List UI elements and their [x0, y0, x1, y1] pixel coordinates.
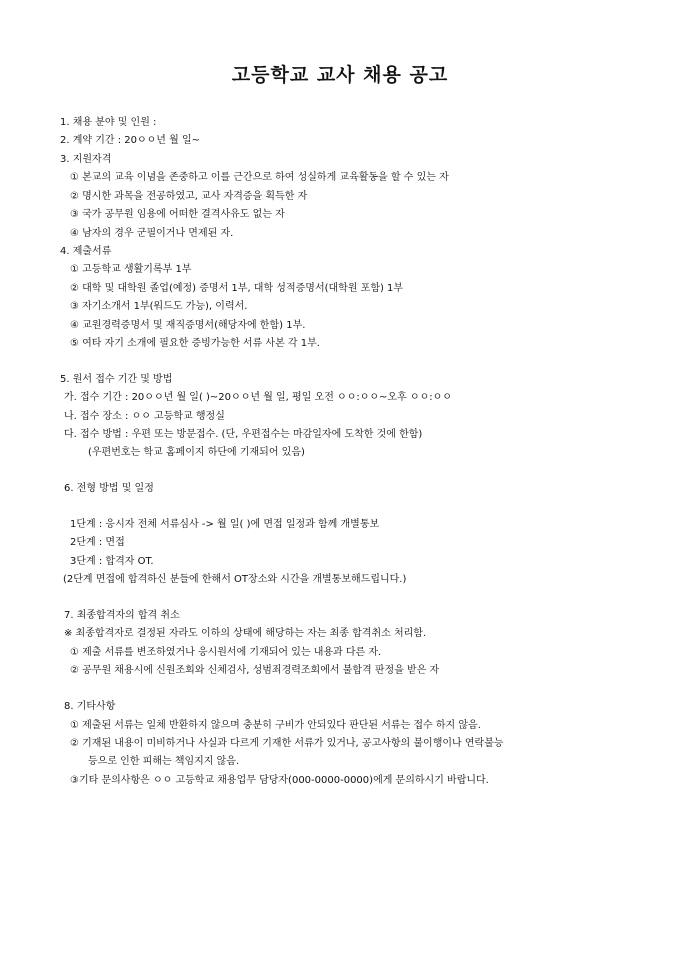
list-item: ① 제출된 서류는 일체 반환하지 않으며 충분히 구비가 안되있다 판단된 서류는 접수 하지 않음. [70, 720, 481, 731]
list-item: ③ 국가 공무원 임용에 어떠한 결격사유도 없는 자 [70, 209, 285, 220]
list-item-note: (2단계 면접에 합격하신 분들에 한해서 OT장소와 시간을 개별통보해드립니다.) [63, 574, 407, 585]
section-1-heading: 1. 채용 분야 및 인원 : [60, 117, 157, 128]
section-3-heading: 3. 지원자격 [60, 154, 112, 165]
list-item: 가. 접수 기간 : 20ㅇㅇ년 월 일( )~20ㅇㅇ년 월 일, 평일 오전 ㅇㅇ:ㅇㅇ~오후 ㅇㅇ:ㅇㅇ [64, 392, 452, 403]
list-item: 다. 접수 방법 : 우편 또는 방문접수. (단, 우편접수는 마감일자에 도착한 것에 한함) [64, 429, 423, 440]
list-item-note: ※ 최종합격자로 결정된 자라도 이하의 상태에 해당하는 자는 최종 합격취소 처리함. [64, 628, 427, 639]
list-item: ② 기재된 내용이 미비하거나 사실과 다르게 기재한 서류가 있거나, 공고사항의 불이행이나 연락불능 [70, 738, 504, 749]
section-2-heading: 2. 계약 기간 : 20ㅇㅇ년 월 일~ [60, 135, 201, 146]
list-item: 나. 접수 장소 : ㅇㅇ 고등학교 행정실 [64, 411, 225, 422]
list-item: ① 제출 서류를 변조하였거나 응시원서에 기재되어 있는 내용과 다른 자. [70, 647, 382, 658]
list-item: ① 본교의 교육 이념을 존중하고 이를 근간으로 하여 성실하게 교육활동을 할 수 있는 자 [70, 172, 449, 183]
section-4-heading: 4. 제출서류 [60, 246, 112, 257]
list-item: ③ 자기소개서 1부(워드도 가능), 이력서. [70, 301, 248, 312]
list-item-continuation: 등으로 인한 피해는 책임지지 않음. [88, 756, 240, 767]
section-8-heading: 8. 기타사항 [64, 701, 116, 712]
list-item: ④ 남자의 경우 군필이거나 면제된 자. [70, 228, 234, 239]
list-item: ② 대학 및 대학원 졸업(예정) 증명서 1부, 대학 성적증명서(대학원 포함) 1부 [70, 283, 404, 294]
list-item: ③기타 문의사항은 ㅇㅇ 고등학교 채용업무 담당자(000-0000-0000)에게 문의하시기 바랍니다. [70, 775, 489, 786]
list-item: ② 공무원 채용시에 신원조회와 신체검사, 성범죄경력조회에서 불합격 판정을 받은 자 [70, 665, 440, 676]
list-item-note: (우편번호는 학교 홈페이지 하단에 기재되어 있음) [88, 447, 305, 458]
list-item: 1단계 : 응시자 전체 서류심사 -> 월 일( )에 면접 일정과 함께 개별통보 [70, 519, 380, 530]
page-title: 고등학교 교사 채용 공고 [231, 64, 449, 86]
list-item: ② 명시한 과목을 전공하였고, 교사 자격증을 획득한 자 [70, 191, 308, 202]
list-item: ⑤ 여타 자기 소개에 필요한 증빙가능한 서류 사본 각 1부. [70, 338, 320, 349]
list-item: 3단계 : 합격자 OT. [70, 556, 154, 567]
list-item: 2단계 : 면접 [70, 537, 125, 548]
list-item: ④ 교원경력증명서 및 재직증명서(해당자에 한함) 1부. [70, 320, 306, 331]
section-6-heading: 6. 전형 방법 및 일정 [64, 483, 154, 494]
section-5-heading: 5. 원서 접수 기간 및 방법 [60, 374, 173, 385]
section-7-heading: 7. 최종합격자의 합격 취소 [64, 610, 180, 621]
list-item: ① 고등학교 생활기록부 1부 [70, 264, 192, 275]
